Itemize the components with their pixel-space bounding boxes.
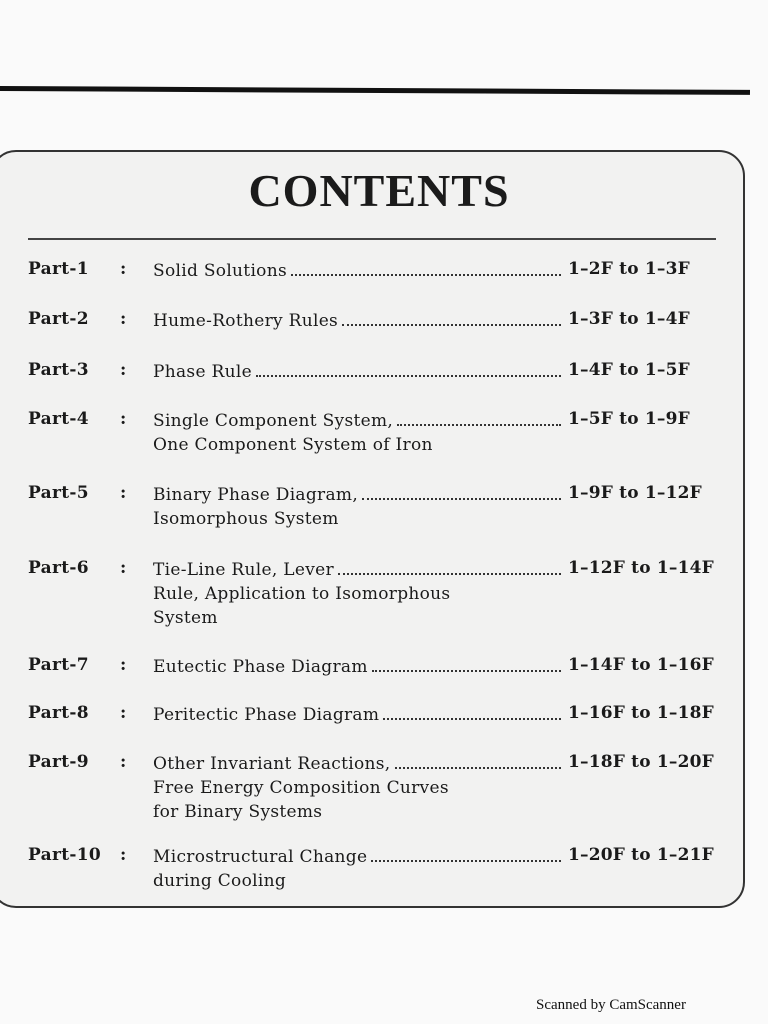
separator: : xyxy=(120,483,127,503)
topic xyxy=(153,483,565,531)
separator: : xyxy=(120,703,127,723)
top-rule xyxy=(0,86,750,95)
topic-line: Single Component System, xyxy=(153,411,394,431)
topic-line: Isomorphous System xyxy=(153,509,339,529)
page-range: 1–3F to 1–4F xyxy=(568,309,690,329)
topic xyxy=(153,655,565,679)
part-label: Part-9 xyxy=(28,752,89,772)
separator: : xyxy=(120,309,127,329)
separator: : xyxy=(120,845,127,865)
scanner-watermark: Scanned by CamScanner xyxy=(536,997,686,1013)
part-label: Part-1 xyxy=(28,259,89,279)
dot-leader xyxy=(338,573,561,575)
topic xyxy=(153,409,565,457)
part-label: Part-3 xyxy=(28,360,89,380)
separator: : xyxy=(120,360,127,380)
separator: : xyxy=(120,409,127,429)
separator: : xyxy=(120,752,127,772)
topic xyxy=(153,360,565,384)
topic-line: Rule, Application to Isomorphous xyxy=(153,584,451,604)
topic-line: One Component System of Iron xyxy=(153,435,433,455)
topic xyxy=(153,703,565,727)
separator: : xyxy=(120,655,127,675)
topic-line: Free Energy Composition Curves xyxy=(153,778,449,798)
part-label: Part-6 xyxy=(28,558,89,578)
page-range: 1–2F to 1–3F xyxy=(568,259,690,279)
topic-line: Other Invariant Reactions, xyxy=(153,754,391,774)
topic-line: Solid Solutions xyxy=(153,261,287,281)
dot-leader xyxy=(256,375,561,377)
topic xyxy=(153,558,565,630)
dot-leader xyxy=(362,498,561,500)
page-range: 1–4F to 1–5F xyxy=(568,360,690,380)
dot-leader xyxy=(395,767,562,769)
page-range: 1–16F to 1–18F xyxy=(568,703,714,723)
dot-leader xyxy=(291,274,561,276)
dot-leader xyxy=(372,670,561,672)
topic-line: Tie-Line Rule, Lever xyxy=(153,560,334,580)
separator: : xyxy=(120,259,127,279)
topic-line: Hume-Rothery Rules xyxy=(153,311,339,331)
dot-leader xyxy=(371,860,561,862)
page-range: 1–12F to 1–14F xyxy=(568,558,714,578)
dot-leader xyxy=(397,424,561,426)
topic-line: Eutectic Phase Diagram xyxy=(153,657,368,677)
page-title: CONTENTS xyxy=(248,165,510,216)
page-range: 1–14F to 1–16F xyxy=(568,655,714,675)
separator: : xyxy=(120,558,127,578)
topic-line: System xyxy=(153,608,218,628)
topic-line: for Binary Systems xyxy=(153,802,323,822)
topic xyxy=(153,752,565,824)
part-label: Part-5 xyxy=(28,483,89,503)
topic xyxy=(153,309,565,333)
part-label: Part-8 xyxy=(28,703,89,723)
topic-line: Microstructural Change xyxy=(153,847,368,867)
page-range: 1–20F to 1–21F xyxy=(568,845,714,865)
topic-line: Phase Rule xyxy=(153,362,252,382)
part-label: Part-4 xyxy=(28,409,89,429)
topic xyxy=(153,845,565,893)
dot-leader xyxy=(342,324,561,326)
page-range: 1–9F to 1–12F xyxy=(568,483,702,503)
page-range: 1–5F to 1–9F xyxy=(568,409,690,429)
title-rule xyxy=(28,238,716,240)
topic-line: during Cooling xyxy=(153,871,287,891)
part-label: Part-2 xyxy=(28,309,89,329)
part-label: Part-7 xyxy=(28,655,89,675)
topic-line: Binary Phase Diagram, xyxy=(153,485,359,505)
part-label: Part-10 xyxy=(28,845,101,865)
dot-leader xyxy=(383,718,561,720)
topic xyxy=(153,259,565,283)
page-range: 1–18F to 1–20F xyxy=(568,752,714,772)
topic-line: Peritectic Phase Diagram xyxy=(153,705,380,725)
